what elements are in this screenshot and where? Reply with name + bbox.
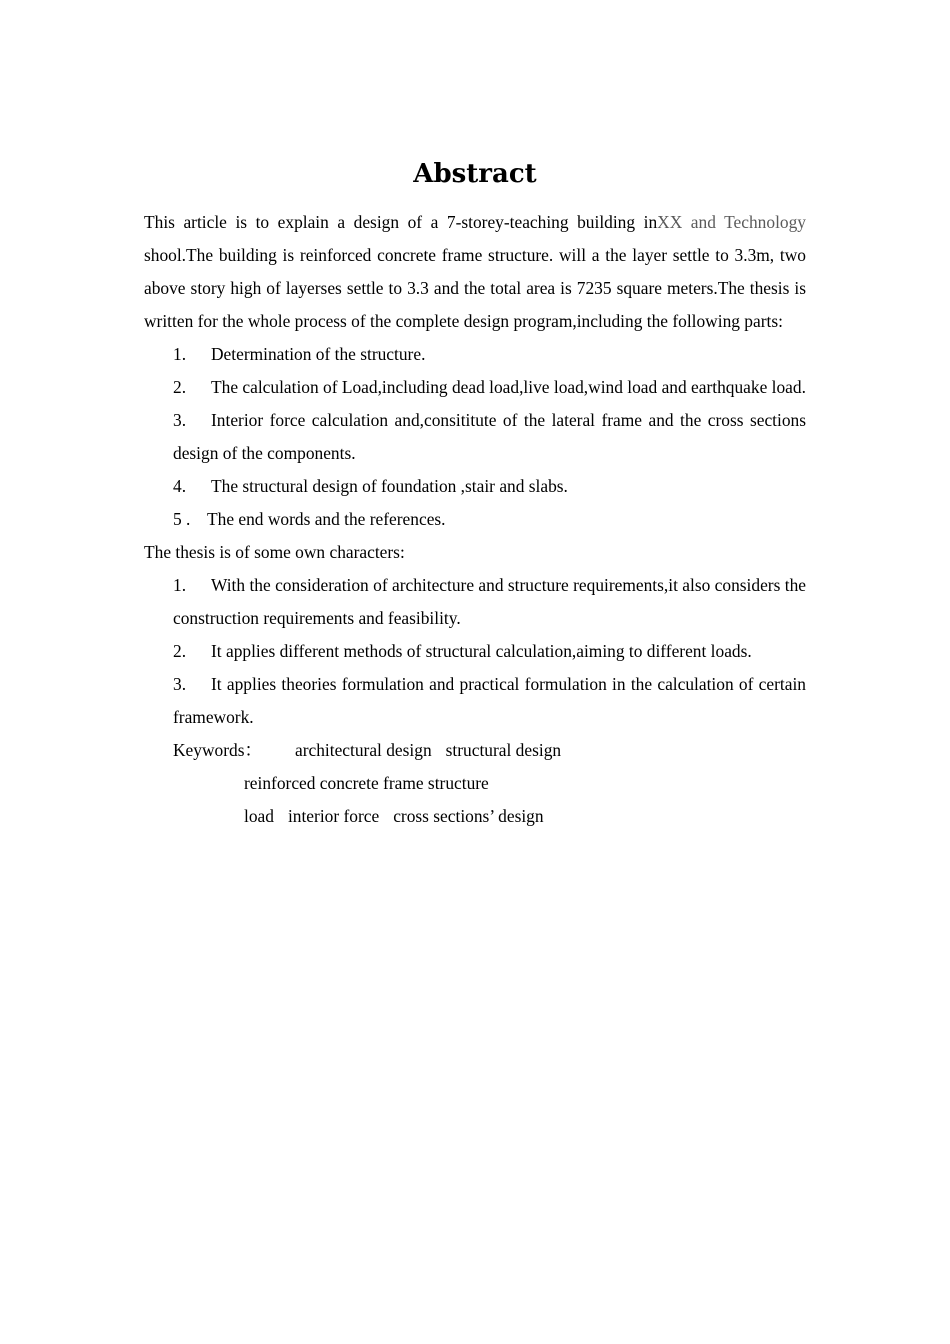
list-number: 3. xyxy=(173,674,187,694)
list-text: The structural design of foundation ,stair and slabs. xyxy=(211,476,568,496)
intro-text-2: shool.The building is reinforced concrete frame structure. will a the layer settle to 3.3m, two above story high of layerses settle to 3.3 and the total area is 7235 square meters.The thesis is written for the whole process of the complete design program,including the following parts: xyxy=(144,245,806,331)
keyword: load xyxy=(244,806,274,826)
abstract-body xyxy=(144,206,806,833)
list-number: 5 . xyxy=(173,509,191,529)
keyword: structural design xyxy=(445,740,562,760)
list-number: 2. xyxy=(173,377,187,397)
keyword: architectural design xyxy=(295,740,432,760)
list-item xyxy=(173,338,806,371)
list-text: The end words and the references. xyxy=(207,509,446,529)
list-text: The calculation of Load,including dead load,live load,wind load and earthquake load. xyxy=(211,377,806,397)
keywords-label: Keywords： xyxy=(173,740,262,760)
list-item xyxy=(173,668,806,734)
keyword: reinforced concrete frame structure xyxy=(244,773,489,793)
list-text: It applies theories formulation and practical formulation in the calculation of certain framework. xyxy=(173,674,806,727)
list-item xyxy=(173,569,806,635)
list-text: Determination of the structure. xyxy=(211,344,426,364)
keywords-line xyxy=(173,734,806,767)
list-item xyxy=(173,503,806,536)
list-number: 4. xyxy=(173,476,187,496)
school-name: XX and Technology xyxy=(657,212,806,232)
list-item xyxy=(173,470,806,503)
list-text: With the consideration of architecture and structure requirements,it also considers the construction requirements and feasibility. xyxy=(173,575,806,628)
list-text: Interior force calculation and,consititute of the lateral frame and the cross sections design of the components. xyxy=(173,410,806,463)
intro-text-1: This article is to explain a design of a 7-storey-teaching building in xyxy=(144,212,658,232)
intro-paragraph xyxy=(144,206,806,338)
list-item xyxy=(173,404,806,470)
list-number: 1. xyxy=(173,575,187,595)
page-title: Abstract xyxy=(413,159,537,189)
keywords-line xyxy=(244,800,806,833)
keyword: interior force xyxy=(287,806,380,826)
list-number: 3. xyxy=(173,410,187,430)
keyword: cross sections’ design xyxy=(393,806,544,826)
list-number: 2. xyxy=(173,641,187,661)
characters-heading: The thesis is of some own characters: xyxy=(144,542,405,562)
keywords-line xyxy=(244,767,806,800)
list-number: 1. xyxy=(173,344,187,364)
list-item xyxy=(173,371,806,404)
list-text: It applies different methods of structural calculation,aiming to different loads. xyxy=(211,641,752,661)
list-item xyxy=(173,635,806,668)
